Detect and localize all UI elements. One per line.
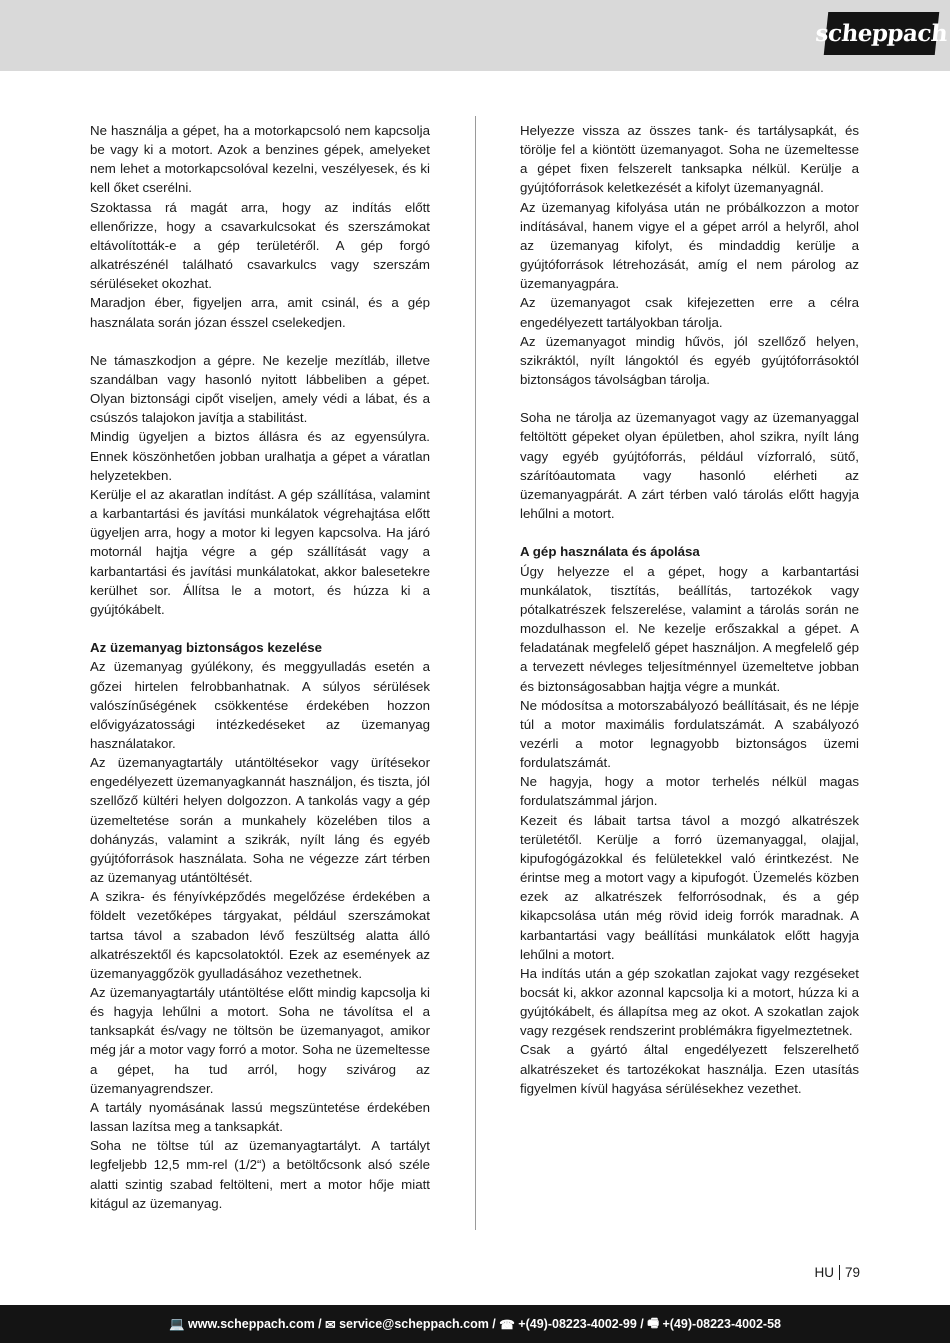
paragraph: Helyezze vissza az összes tank- és tartálysapkát, és törölje fel a kiöntött üzemanyagot. Soha ne üzemeltesse a gépet fixen felszerelt tanksapka nélkül. Kerülje a gyújtóforrások keletkezését a kifolyt üzemanyagnál. — [520, 123, 859, 196]
footer-email[interactable]: service@scheppach.com / — [335, 1317, 500, 1331]
phone-icon: ☎ — [499, 1317, 515, 1332]
footer-fax: +(49)-08223-4002-58 — [659, 1317, 781, 1331]
paragraph-spacer — [90, 332, 430, 351]
paragraph: Ne támaszkodjon a gépre. Ne kezelje mezítláb, illetve szandálban vagy hasonló nyitott lábbeliben a gépet. Olyan biztonsági cipőt viseljen, amely védi a lábat, és a csúszós talajokon javítja a stabilitást. — [90, 352, 430, 426]
paragraph: Csak a gyártó által engedélyezett felszerelhető alkatrészeket és tartozékokat használja. Ezen utasítás figyelmen kívül hagyása sérülésekhez vezethet. — [520, 1042, 859, 1096]
left-text-column — [90, 121, 430, 1213]
paragraph-spacer — [520, 523, 859, 542]
footer-phone: +(49)-08223-4002-99 / — [514, 1317, 648, 1331]
paragraph: Az üzemanyagot mindig hűvös, jól szellőző helyen, szikráktól, nyílt lángoktól és egyéb gyújtóforrásoktól biztonságos távolságban tárolja. — [520, 333, 859, 388]
footer-contact-bar — [0, 1305, 950, 1343]
paragraph: A szikra- és fényívképződés megelőzése érdekében a földelt vezetőképes tárgyakat, például szerszámokat tartsa távol a szabadon lévő feszültség alatta álló alkatrészektől és kapcsolatoktól. Ezek az események az üzemanyaggőzök gyulladásához vezethetnek. — [90, 889, 430, 981]
paragraph-spacer — [90, 619, 430, 638]
paragraph: Maradjon éber, figyeljen arra, amit csinál, és a gép használata során józan ésszel cselekedjen. — [90, 295, 430, 330]
page-number — [814, 1265, 860, 1280]
scheppach-logo: scheppach — [824, 12, 940, 55]
paragraph: Az üzemanyag kifolyása után ne próbálkozzon a motor indításával, hanem vigye el a gépet arról a helyről, ahol az üzemanyag kifolyt, és mindaddig kerülje a gyújtóforrások létrehozását, amíg el nem párolog az üzemanyagpára. — [520, 199, 859, 292]
page-number-separator — [839, 1265, 840, 1280]
paragraph: Mindig ügyeljen a biztos állásra és az egyensúlyra. Ennek köszönhetően jobban uralhatja a gépet a váratlan helyzetekben. — [90, 429, 430, 483]
paragraph: Kerülje el az akaratlan indítást. A gép szállítása, valamint a karbantartási és javítási munkálatok végrehajtása előtt ügyeljen arra, hogy a motor ki legyen kapcsolva. Ha járó motornál hajtja végre a gép szállítását vagy a karbantartási és javítási munkálatokat, akkor balesetekre kerülhet sor. Állítsa le a motort, és húzza ki a gyújtókábelt. — [90, 486, 430, 617]
footer-website[interactable]: www.scheppach.com / — [184, 1317, 326, 1331]
paragraph: Az üzemanyagot csak kifejezetten erre a célra engedélyezett tartályokban tárolja. — [520, 295, 859, 330]
paragraph: Kezeit és lábait tartsa távol a mozgó alkatrészek területétől. Kerülje a forró üzemanyaggal, olajjal, kipufogógázokkal és felületekkel való érintkezést. Ne érintse meg a motort vagy a kipufogót. Üzemelés közben ezek az alkatrészek felforrósodnak, és a gép kikapcsolása után még rövid ideig forrók maradnak. A karbantartási vagy beállítási munkálatok előtt hagyja lehűlni a motort. — [520, 812, 859, 962]
paragraph: Szoktassa rá magát arra, hogy az indítás előtt ellenőrizze, hogy a csavarkulcsokat és szerszámokat eltávolították-e a gép területéről. A gép forgó alkatrészénél található csavarkulcs vagy szerszám sérüléseket okozhat. — [90, 199, 430, 292]
paragraph: Soha ne tárolja az üzemanyagot vagy az üzemanyaggal feltöltött gépeket olyan épületben, ahol szikra, nyílt láng vagy egyéb gyújtóforrás, például vízforraló, sütő, szárítóautomata vagy hasonló elérheti az üzemanyagpárát. A zárt térben való tárolás előtt hagyja lehűlni a motort. — [520, 410, 859, 522]
paragraph: Az üzemanyag gyúlékony, és meggyulladás esetén a gőzei hirtelen felrobbanhatnak. A súlyos sérülések valószínűségének csökkentése érdekében hozzon elővigyázatossági intézkedéseket az üzemanyag használatakor. — [90, 659, 430, 751]
mail-icon: ✉ — [325, 1317, 336, 1332]
paragraph: Soha ne töltse túl az üzemanyagtartályt. A tartályt legfeljebb 12,5 mm-rel (1/2“) a betöltőcsonk alsó széle alatti szintig szabad feltölteni, mert a motor hője miatt kitágul az üzemanyag. — [90, 1138, 430, 1211]
section-heading: A gép használata és ápolása — [520, 544, 700, 560]
paragraph: A tartály nyomásának lassú megszüntetése érdekében lassan lazítsa meg a tanksapkát. — [90, 1099, 430, 1135]
paragraph: Az üzemanyagtartály utántöltésekor vagy ürítésekor engedélyezett üzemanyagkannát használjon, és tiszta, jól szellőző kültéri helyen dolgozzon. A tankolás vagy a gép üzemeltetése során a munkahely közelében tilos a dohányzás, valamint a szikrák, nyílt láng és egyéb gyújtóforrások használata. Soha ne végezze zárt térben az üzemanyag utántöltését. — [90, 755, 430, 886]
paragraph: Ne használja a gépet, ha a motorkapcsoló nem kapcsolja be vagy ki a motort. Azok a benzines gépek, amelyeket nem lehet a motorkapcsolóval kezelni, veszélyesek, és ki kell őket cserélni. — [90, 123, 430, 196]
computer-icon: 💻 — [168, 1316, 185, 1331]
page-number-value: 79 — [844, 1265, 860, 1280]
paragraph: Ne módosítsa a motorszabályozó beállításait, és ne lépje túl a motor maximális fordulatszámát. A szabályozó vezérli a motor legnagyobb biztonságos üzemi fordulatszámát. — [520, 697, 859, 771]
paragraph: Ne hagyja, hogy a motor terhelés nélkül magas fordulatszámmal járjon. — [520, 774, 859, 809]
paragraph: Az üzemanyagtartály utántöltése előtt mindig kapcsolja ki és hagyja lehűlni a motort. Soha ne távolítsa el a tanksapkát és/vagy ne töltsön be üzemanyagot, amikor még jár a motor vagy forró a motor. Soha ne üzemeltesse a gépet, ha tud arról, hogy szivárog az üzemanyagrendszer. — [90, 985, 430, 1096]
section-heading: Az üzemanyag biztonságos kezelése — [90, 640, 323, 656]
paragraph: Úgy helyezze el a gépet, hogy a karbantartási munkálatok, tisztítás, beállítás, tartozékok vagy pótalkatrészek felszerelése, valamint a tárolás során ne mozdulhasson el. Ne kezelje erőszakkal a gépet. A feladatának megfelelő gépet használjon. A megfelelő gép a tervezett névleges teljesítménnyel üzemeltetve jobban és biztonságosabban hajtja végre a munkát. — [520, 563, 859, 694]
header-band — [0, 0, 950, 71]
paragraph-spacer — [520, 389, 859, 408]
paragraph: Ha indítás után a gép szokatlan zajokat vagy rezgéseket bocsát ki, akkor azonnal kapcsolja ki a motort, húzza ki a gyújtókábelt, és állapítsa meg az okot. A szokatlan zajok vagy rezgések rendszerint problémákra figyelmeztetnek. — [520, 965, 859, 1039]
fax-icon: 🖷 — [647, 1315, 660, 1330]
column-divider — [475, 116, 476, 1230]
right-text-column — [520, 121, 859, 1098]
language-code: HU — [814, 1265, 834, 1280]
